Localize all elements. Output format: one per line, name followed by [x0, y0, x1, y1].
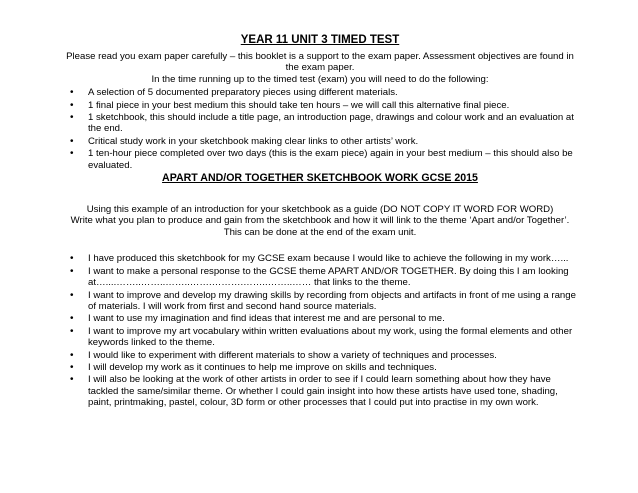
- list-item: • 1 sketchbook, this should include a title page, an introduction page, drawings and colour work and an evaluation at the end.: [70, 112, 574, 135]
- bullet-icon: •: [70, 148, 74, 160]
- list-item: • I will develop my work as it continues to help me improve on skills and techniques.: [70, 361, 437, 373]
- list-item: • I will also be looking at the work of other artists in order to see if I could learn something about how they have tackled the same/similar theme. Or whether I could gain insight into how these artists have used tone, shading, paint, printmaking, pastel, colour, 3D form or other processes that I could put into practise in my own work.: [70, 374, 558, 409]
- bullet-icon: •: [70, 325, 74, 337]
- bullet-icon: •: [70, 265, 74, 277]
- guide-text: Write what you plan to produce and gain from the sketchbook and how it will link to the theme ‘Apart and/or Together’.: [70, 215, 570, 227]
- list-item: • 1 final piece in your best medium this should take ten hours – we will call this alternative final piece.: [70, 99, 510, 111]
- bullet-icon: •: [70, 135, 74, 147]
- bullet-icon: •: [70, 87, 74, 99]
- list-item: • I would like to experiment with different materials to show a variety of techniques and processes.: [70, 349, 497, 361]
- bullet-icon: •: [70, 289, 74, 301]
- bullet-icon: •: [70, 112, 74, 124]
- guide-text: This can be done at the end of the exam unit.: [223, 226, 417, 238]
- bullet-icon: •: [70, 313, 74, 325]
- guide-text: Using this example of an introduction for your sketchbook as a guide (DO NOT COPY IT WORD FOR WORD): [86, 204, 554, 216]
- list-item: • 1 ten-hour piece completed over two days (this is the exam piece) again in your best medium – this should also be evaluated.: [70, 148, 573, 171]
- list-item: • I want to improve my art vocabulary within written evaluations about my work, using the formal elements and other keywords linked to the theme.: [70, 325, 573, 349]
- list-item: • I have produced this sketchbook for my GCSE exam because I would like to achieve the following in my work…...: [70, 253, 569, 265]
- bullet-icon: •: [70, 99, 74, 111]
- intro-instruction: In the time running up to the timed test (exam) you will need to do the following:: [151, 73, 489, 85]
- section-subtitle: APART AND/OR TOGETHER SKETCHBOOK WORK GCSE 2015: [162, 172, 478, 185]
- list-item: • I want to use my imagination and find ideas that interest me and are personal to me.: [70, 313, 445, 325]
- list-item: • A selection of 5 documented preparatory pieces using different materials.: [70, 87, 398, 99]
- bullet-icon: •: [70, 374, 74, 386]
- page-title: YEAR 11 UNIT 3 TIMED TEST: [240, 34, 400, 46]
- requirements-list: [60, 87, 580, 171]
- list-item: • I want to make a personal response to the GCSE theme APART AND/OR TOGETHER. By doing this I am looking at…....……..……..……..…….……….……..……..…… that links to the theme.: [70, 265, 569, 289]
- spacer: [60, 238, 580, 253]
- bullet-icon: •: [70, 349, 74, 361]
- spacer: [60, 185, 580, 204]
- example-introduction-list: [60, 253, 580, 408]
- intro-text: Please read you exam paper carefully – this booklet is a support to the exam paper. Assessment objectives are found in the exam paper.: [66, 51, 574, 74]
- bullet-icon: •: [70, 361, 74, 373]
- list-item: • Critical study work in your sketchbook making clear links to other artists’ work.: [70, 135, 419, 147]
- list-item: • I want to improve and develop my drawing skills by recording from objects and artifacts in front of me using a range of materials. I will work from first and second hand source materials.: [70, 289, 576, 312]
- bullet-icon: •: [70, 253, 74, 265]
